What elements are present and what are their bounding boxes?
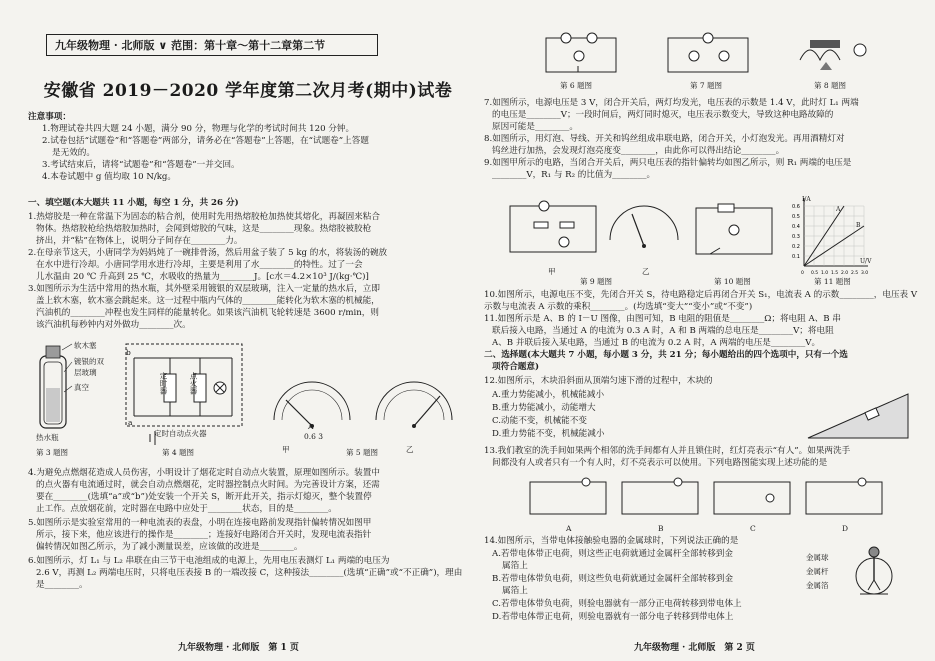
graph-line-a: A: [836, 206, 841, 213]
option-13-b: B: [658, 524, 664, 533]
question-line: 11.如图所示是 A、B 的 I－U 图像，由图可知，B 电阻的阻值是________Ω；将电阻 A、B 串: [484, 314, 841, 324]
label-dial-a: A: [308, 422, 314, 431]
caption-fig8: 第 8 题图: [814, 81, 847, 90]
question-line: 13.我们教室的洗手间如果两个相邻的洗手间都有人并且锁住时，红灯亮表示“有人”。如果两洗手: [484, 446, 851, 456]
option-line: C.若带电体带负电荷，则验电器就有一部分正电荷转移到带电体上: [492, 599, 742, 609]
figure-9-voltmeter: [604, 200, 684, 260]
question-line: 2.6 V，再测 L₂ 两端电压时，只将电压表接 B 的一端改接 C，这种接法________(选填“正确”或“不正确”)，理由是________。: [36, 568, 463, 590]
figure-6-circuit: [542, 30, 622, 78]
question-line: 所示，接下来，他应该进行的操作是________；连接好电路闭合开关时，发现电流表指针: [36, 530, 372, 540]
caption-fig4: 第 4 题图: [162, 448, 195, 457]
label-igniter: 点火器: [189, 372, 198, 395]
label-metal-foil: 金属箔: [806, 581, 829, 590]
option-line: D.重力势能不变，机械能减小: [492, 429, 605, 439]
section-heading-fill: 一、填空题(本大题共 11 小题，每空 1 分，共 26 分): [28, 198, 239, 208]
section-heading-choice: 二、选择题(本大题共 7 小题，每小题 3 分，共 21 分；每小题给出的四个选项中，只有一个选: [484, 350, 848, 360]
notice-item: 是无效的。: [52, 148, 95, 158]
label-fig4-box: 定时自动点火器: [154, 429, 207, 438]
question-line: 14.如图所示，当带电体接触验电器的金属球时，下列说法正确的是: [484, 536, 739, 546]
graph-ytick: 0.5: [792, 214, 800, 220]
question-line: 间都没有人或者只有一个有人时，灯不亮表示可以使用。下列电路图能实现上述功能的是: [492, 458, 828, 468]
notice-item: 2.试卷包括“试题卷”和“答题卷”两部分，请务必在“答题卷”上答题，在“试题卷”上答题: [42, 136, 369, 146]
figure-9-circuit: [504, 196, 604, 262]
footer-page-1: 九年级物理 · 北师版 第 1 页: [178, 643, 299, 653]
notice-item: 4.本卷试题中 g 值均取 10 N/kg。: [42, 172, 177, 182]
question-line: 的点火器有电流通过时，就会自动点燃烟花，定时器控制点火时间。为完善设计方案，还需: [36, 480, 380, 490]
question-line: 该汽油机每秒钟内对外做功________次。: [36, 320, 191, 330]
option-line: A.若带电体带正电荷，则这些正电荷就通过金属杆全部转移到金: [492, 549, 733, 559]
question-line: 2.在母亲节这天，小唐同学为妈妈炖了一碗排骨汤，然后用盆子装了 5 kg 的水，将装汤的碗放: [28, 248, 388, 258]
question-line: 的电压是________V；一段时间后，两灯同时熄灭，电压表示数变大，导致这种电路故障的: [492, 110, 834, 120]
option-13-a: A: [566, 524, 572, 533]
label-yi-9: 乙: [642, 267, 650, 276]
graph-ytick: 0.4: [792, 224, 800, 230]
label-timer: 定时器: [159, 372, 168, 395]
option-line: D.若带电体带正电荷，则验电器就有一部分电子转移到带电体上: [492, 612, 734, 622]
question-line: 联后接入电路，当通过 A 的电流为 0.3 A 时，A 和 B 两端的总电压是________V；将电阻: [492, 326, 834, 336]
label-metal-rod: 金属杆: [806, 567, 829, 576]
option-13-d: D: [842, 524, 849, 533]
question-line: 12.如图所示，木块沿斜面从顶端匀速下滑的过程中，木块的: [484, 376, 713, 386]
caption-fig7: 第 7 题图: [690, 81, 723, 90]
label-jia: 甲: [282, 445, 290, 454]
notice-heading: 注意事项：: [28, 112, 71, 122]
option-line: 属箔上: [502, 586, 528, 596]
question-line: A、B 并联后接入某电路，当通过 B 的电流为 0.2 A 时，A 两端的电压是________V。: [492, 338, 821, 348]
graph-xlabel: U/V: [860, 258, 872, 265]
graph-xtick: 0.5: [811, 271, 819, 276]
graph-xtick: 2.5: [851, 271, 859, 276]
caption-fig3: 第 3 题图: [36, 448, 69, 457]
question-line: 汽油机的________冲程也发生同样的能量转化。如果该汽油机飞轮转速是 3600 r/min，则: [36, 308, 379, 318]
option-line: B.重力势能减小，动能增大: [492, 403, 596, 413]
question-line: ________V，R₁ 与 R₂ 的比值为________。: [492, 170, 656, 180]
option-13-c: C: [750, 524, 756, 533]
scope-header-box: 九年级物理 · 北师版 ∨ 范围：第十章～第十二章第二节: [46, 34, 378, 56]
notice-item: 3.考试结束后，请将“试题卷”和“答题卷”一并交回。: [42, 160, 240, 170]
caption-fig6: 第 6 题图: [560, 81, 593, 90]
question-line: 在水中进行冷却。小唐同学用水进行冷却，主要是利用了水________的特性。过了一会: [36, 260, 363, 270]
graph-ytick: 0.2: [792, 244, 800, 250]
question-line: 原因可能是________。: [492, 122, 578, 132]
caption-fig9: 第 9 题图: [580, 277, 613, 286]
question-line: 10.如图所示，电源电压不变，先闭合开关 S，待电路稳定后再闭合开关 S₁，电流表 A 的示数________，电压表 V 示数与电流表 A 示数的乘积________。(均选填“变大”“变小”或“不变”): [484, 290, 918, 312]
label-jia-9: 甲: [548, 267, 556, 276]
figure-13-circuits: [526, 476, 906, 522]
footer-page-2: 九年级物理 · 北师版 第 2 页: [634, 643, 755, 653]
label-metal-ball: 金属球: [806, 553, 829, 562]
option-line: A.重力势能减小，机械能减小: [492, 390, 605, 400]
label-yi: 乙: [406, 445, 414, 454]
question-line: 要在________(选填“a”或“b”)处安装一个开关 S，断开此开关，指示灯熄灭，整个装置停: [36, 492, 372, 502]
label-thermos: 热水瓶: [36, 433, 59, 442]
figure-7-circuit: [664, 30, 754, 78]
question-line: 1.热熔胶是一种在常温下为固态的粘合剂，使用时先用热熔胶枪加热使其熔化，再凝固来粘合: [28, 212, 380, 222]
label-dial-scale: 0.6 3: [304, 432, 324, 441]
figure-thermos: [28, 336, 108, 444]
question-line: 3.如图所示为生活中常用的热水瓶，其外壁采用镀银的双层玻璃，注入一定量的热水后，立即: [28, 284, 380, 294]
question-line: 8.如图所示，用灯泡、导线、开关和钨丝组成串联电路，闭合开关，小灯泡发光。再用酒精灯对: [484, 134, 845, 144]
question-line: 钨丝进行加热，会发现灯泡亮度变________，由此你可以得出结论________。: [492, 146, 785, 156]
label-silver-glass: 镀银的双层玻璃: [74, 357, 104, 377]
figure-incline: [804, 388, 912, 442]
question-line: 儿水温由 20 ℃ 升高到 25 ℃，水吸收的热量为________J。[c水＝4.2×10³ J/(kg·℃)]: [36, 272, 369, 282]
question-line: 止工作。点放烟花前，定时器在电路中应处于________状态，目的是________。: [36, 504, 337, 514]
option-line: 属箔上: [502, 561, 528, 571]
question-line: 盖上软木塞，软木塞会跳起来。这一过程中瓶内气体的________能转化为软木塞的机械能，: [36, 296, 380, 306]
figure-10-circuit: [690, 200, 780, 262]
question-line: 9.如图甲所示的电路，当闭合开关后，两只电压表的指针偏转均如图乙所示，则 R₁ 两端的电压是: [484, 158, 852, 168]
label-vacuum: 真空: [74, 383, 89, 392]
label-cork: 软木塞: [74, 341, 97, 350]
caption-fig10: 第 10 题图: [714, 277, 751, 286]
graph-xtick: 2.0: [841, 271, 849, 276]
option-line: B.若带电体带负电荷，则这些负电荷就通过金属杆全部转移到金: [492, 574, 734, 584]
graph-ylabel: I/A: [802, 196, 811, 203]
graph-ytick: 0.3: [792, 234, 800, 240]
question-line: 4.为避免点燃烟花造成人员伤害，小明设计了烟花定时自动点火装置，原理如图所示。装置中: [28, 468, 380, 478]
graph-xtick: 1.0: [821, 271, 829, 276]
section-heading-choice-2: 项符合题意): [492, 362, 540, 372]
figure-11-iu-graph: [792, 194, 872, 278]
notice-item: 1.物理试卷共四大题 24 小题，满分 90 分，物理与化学的考试时间共 120 分钟。: [42, 124, 355, 134]
graph-line-b: B: [856, 222, 861, 229]
question-line: 5.如图所示是实验室常用的一种电流表的表盘，小明在连接电路前发现指针偏转情况如图甲: [28, 518, 372, 528]
question-line: 物体。热熔胶枪给热熔胶加热时，会闻到熔胶的气味，这是________现象。热熔胶被胶枪: [36, 224, 372, 234]
figure-ammeter-dials: [264, 380, 464, 444]
graph-ytick: 0.1: [792, 254, 800, 260]
caption-fig11: 第 11 题图: [814, 277, 851, 286]
question-line: 偏转情况如图乙所示，为了减小测量误差，应该做的改进是________。: [36, 542, 303, 552]
label-a: a: [128, 418, 133, 427]
figure-electroscope: [846, 544, 902, 608]
question-line: 6.如图所示，灯 L₁ 与 L₂ 串联在由三节干电池组成的电源上，先用电压表测灯 L₁ 两端的电压为: [28, 556, 390, 566]
question-line: 7.如图所示，电源电压是 3 V，闭合开关后，两灯均发光，电压表的示数是 1.4 V，此时灯 L₁ 两端: [484, 98, 859, 108]
label-b: b: [126, 348, 131, 357]
question-line: 挤出，并“粘”在物体上，说明分子间存在________力。: [36, 236, 243, 246]
graph-xtick: 1.5: [831, 271, 839, 276]
caption-fig5: 第 5 题图: [346, 448, 379, 457]
graph-xtick: 3.0: [861, 271, 869, 276]
figure-8-tungsten: [790, 30, 880, 80]
exam-title: 安徽省 2019－2020 学年度第二次月考(期中)试卷: [43, 81, 453, 101]
option-line: C.动能不变，机械能不变: [492, 416, 587, 426]
graph-ytick: 0.6: [792, 204, 800, 210]
graph-xtick: 0: [801, 271, 804, 276]
